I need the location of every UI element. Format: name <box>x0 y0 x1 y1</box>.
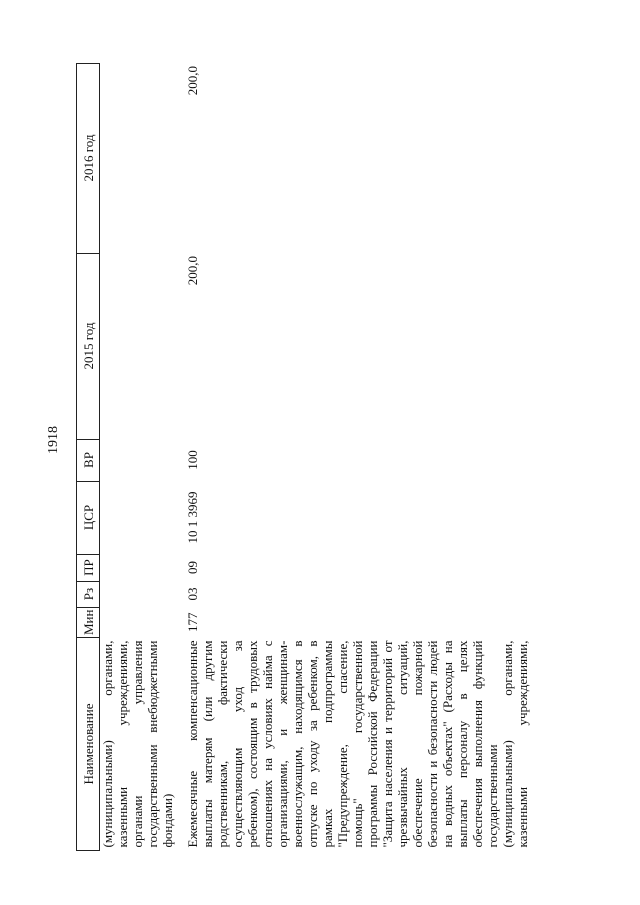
text-line: военнослужащим, находящимся в <box>290 640 305 848</box>
text-line: отпуске по уходу за ребенком, в <box>305 640 320 848</box>
text-line: программы Российской Федерации <box>365 640 380 848</box>
text-line: Ежемесячные компенсационные <box>185 640 200 848</box>
cell-vr: 100 <box>185 450 200 470</box>
text-line: осуществляющим уход за <box>230 640 245 848</box>
cell-2016: 200,0 <box>185 66 200 96</box>
header-2016: 2016 год <box>77 63 100 253</box>
header-2015: 2015 год <box>77 253 100 439</box>
page-number: 1918 <box>46 426 61 454</box>
text-line: отношениях на условиях найма с <box>260 640 275 848</box>
cell-min: 177 <box>185 612 200 633</box>
text-line: органами управления <box>130 640 145 848</box>
cell-csr: 10 1 3969 <box>185 491 200 544</box>
text-line: (муниципальными) органами, <box>100 640 115 848</box>
text-line: выплаты персоналу в целях <box>455 640 470 848</box>
text-line: обеспечения выполнения функций <box>470 640 485 848</box>
cell-pr: 09 <box>185 561 200 575</box>
text-line: "Защита населения и территорий от <box>380 640 395 848</box>
text-line: обеспечение пожарной <box>410 640 425 848</box>
header-vr: ВР <box>77 439 100 481</box>
table-header-row <box>77 63 100 850</box>
cell-2015: 200,0 <box>185 256 200 286</box>
text-line: фондами) <box>160 793 175 848</box>
text-line: (муниципальными) органами, <box>500 640 515 848</box>
row-main-name <box>185 638 530 851</box>
header-min: Мин <box>77 607 100 637</box>
table-row-continued <box>100 63 176 850</box>
text-line: рамках подпрограммы <box>320 640 335 848</box>
text-line: ребенком), состоящим в трудовых <box>245 640 260 848</box>
text-line: государственными внебюджетными <box>145 640 160 848</box>
budget-table <box>76 63 530 851</box>
text-line: "Предупреждение, спасение, <box>335 640 350 848</box>
header-rz: Рз <box>77 581 100 607</box>
header-pr: ПР <box>77 554 100 581</box>
text-line: выплаты матерям (или другим <box>200 640 215 848</box>
text-line: организациями, и женщинам- <box>275 640 290 848</box>
text-line: государственными <box>485 744 500 848</box>
header-name: Наименование <box>77 638 100 851</box>
header-csr: ЦСР <box>77 481 100 554</box>
text-line: помощь" государственной <box>350 640 365 848</box>
text-line: казенными учреждениями, <box>115 640 130 848</box>
text-line: на водных объектах" (Расходы на <box>440 640 455 848</box>
table-row-main <box>185 63 530 850</box>
text-line: казенными учреждениями, <box>515 640 530 848</box>
cell-rz: 03 <box>185 587 200 601</box>
text-line: родственникам, фактически <box>215 640 230 848</box>
text-line: безопасности и безопасности людей <box>425 640 440 848</box>
row-continued-name <box>100 638 176 851</box>
text-line: чрезвычайных ситуаций, <box>395 640 410 848</box>
